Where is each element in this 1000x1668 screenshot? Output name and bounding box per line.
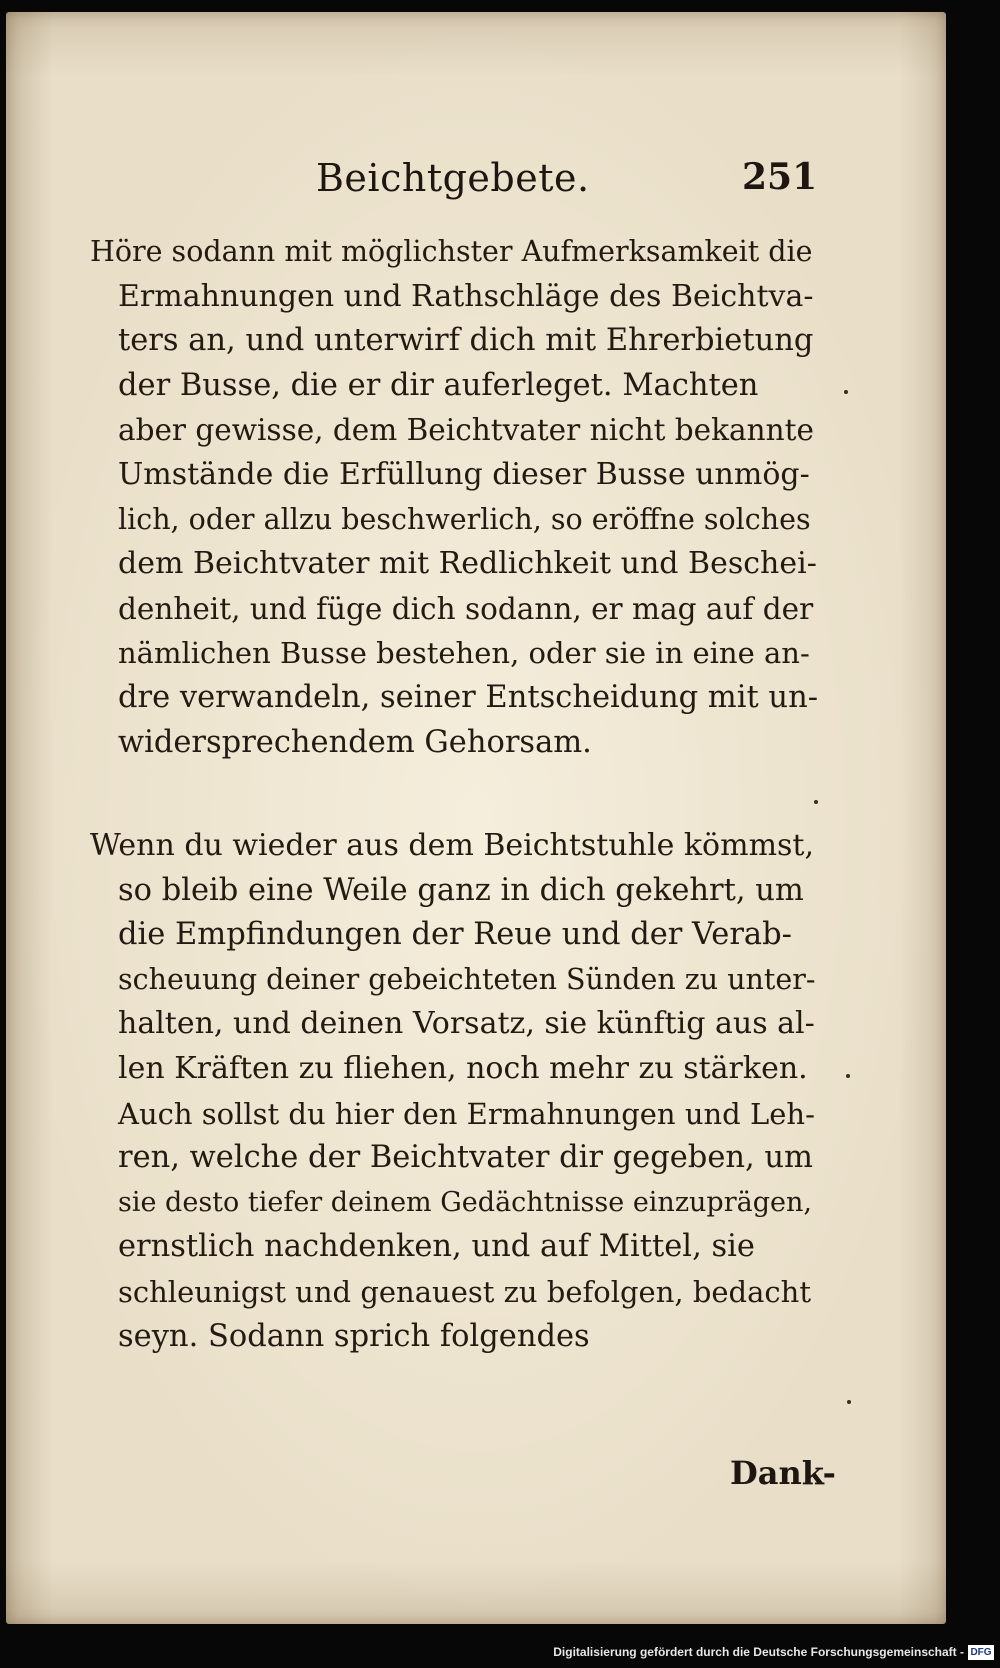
- paragraph-2: [90, 824, 818, 1359]
- text-line: ters an, und unterwirf dich mit Ehrerbietung: [118, 323, 814, 359]
- text-line: Wenn du wieder aus dem Beichtstuhle kömmst,: [90, 828, 814, 863]
- text-line: aber gewisse, dem Beichtvater nicht bekannte: [118, 413, 814, 448]
- text-line: widersprechendem Gehorsam.: [118, 724, 592, 760]
- paper-speck: [814, 800, 818, 804]
- page-title: Beichtgebete.: [316, 156, 590, 200]
- text-line: nämlichen Busse bestehen, oder sie in eine an-: [118, 636, 810, 671]
- text-line: dem Beichtvater mit Redlichkeit und Beschei-: [118, 546, 817, 582]
- paper-speck: [846, 1074, 850, 1078]
- running-head: [6, 152, 946, 212]
- text-line: die Empfindungen der Reue und der Verab-: [118, 917, 792, 953]
- text-line: scheuung deiner gebeichteten Sünden zu unter-: [118, 962, 816, 996]
- text-line: denheit, und füge dich sodann, er mag auf der: [118, 591, 814, 626]
- text-line: ren, welche der Beichtvater dir gegeben, um: [118, 1140, 813, 1176]
- page-number: 251: [742, 156, 818, 198]
- text-line: lich, oder allzu beschwerlich, so eröffne solches: [118, 502, 811, 536]
- text-line: der Busse, die er dir auferleget. Machten: [118, 367, 759, 403]
- catchword: Dank-: [730, 1454, 836, 1492]
- funding-note: Digitalisierung gefördert durch die Deutsche Forschungsgemeinschaft -: [553, 1645, 964, 1659]
- digitization-footer: [0, 1640, 1000, 1668]
- text-line: sie desto tiefer deinem Gedächtnisse einzuprägen,: [118, 1186, 812, 1218]
- paragraph-1: [90, 230, 819, 765]
- text-line: so bleib eine Weile ganz in dich gekehrt, um: [118, 872, 804, 908]
- paper-speck: [844, 390, 848, 394]
- text-line: ernstlich nachdenken, und auf Mittel, sie: [118, 1229, 755, 1265]
- text-line: Umstände die Erfüllung dieser Busse unmög-: [118, 456, 810, 492]
- text-line: schleunigst und genauest zu befolgen, bedacht: [118, 1274, 811, 1309]
- text-line: Höre sodann mit möglichster Aufmerksamkeit die: [90, 235, 813, 268]
- text-line: Ermahnungen und Rathschläge des Beichtva-: [118, 278, 814, 314]
- paper-speck: [847, 1400, 851, 1404]
- dfg-logo-icon: DFG: [968, 1645, 994, 1660]
- text-line: halten, und deinen Vorsatz, sie künftig aus al-: [118, 1006, 815, 1042]
- text-line: len Kräften zu fliehen, noch mehr zu stärken.: [118, 1050, 808, 1086]
- book-page: [6, 12, 946, 1624]
- text-line: seyn. Sodann sprich folgendes: [118, 1318, 590, 1354]
- text-line: Auch sollst du hier den Ermahnungen und Leh-: [118, 1096, 815, 1131]
- text-line: dre verwandeln, seiner Entscheidung mit un-: [118, 679, 819, 715]
